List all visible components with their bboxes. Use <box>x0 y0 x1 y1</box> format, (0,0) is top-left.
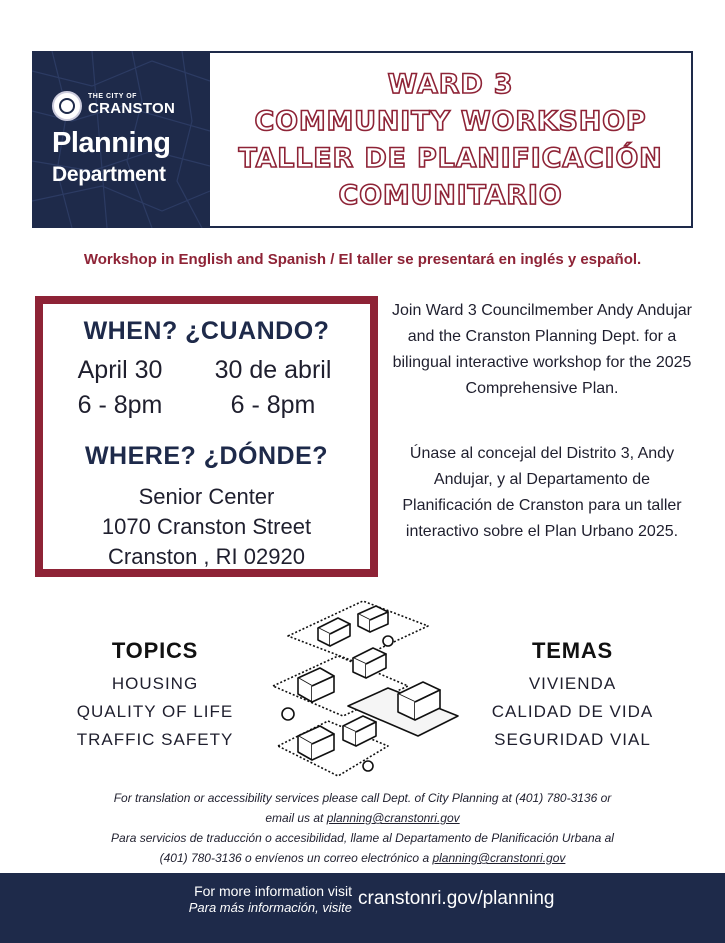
logo-city-name: CRANSTON <box>88 100 176 117</box>
accessibility-es-line1: Para servicios de traducción o accesibilidad, llame al Departamento de Planificación Urbana al <box>111 831 614 845</box>
email-link[interactable]: planning@cranstonri.gov <box>432 851 566 865</box>
where-heading: WHERE? ¿DÓNDE? <box>84 442 329 470</box>
logo-department: Department <box>52 163 166 186</box>
accessibility-en-line1: For translation or accessibility services please call Dept. of City Planning at (401) 780-3136 or <box>113 791 612 805</box>
accessibility-en-prefix: email us at <box>265 811 327 825</box>
date-english: April 30 <box>77 356 163 384</box>
venue-city: Cranston , RI 02920 <box>108 544 305 569</box>
topics-spanish <box>470 638 675 754</box>
more-info-spanish: Para más información, visite <box>188 900 352 915</box>
title-community-workshop: COMMUNITY WORKSHOP <box>254 105 647 137</box>
bottom-info-bar <box>0 873 725 943</box>
more-info-english: For more information visit <box>194 883 352 899</box>
workshop-title-panel <box>210 51 693 228</box>
event-details-box <box>35 296 378 577</box>
intro-english: Join Ward 3 Councilmember Andy Andujar and the Cranston Planning Dept. for a bilingual interactive workshop for the 2025 Comprehensive Plan. <box>392 302 692 397</box>
when-heading: WHEN? ¿CUANDO? <box>83 317 330 345</box>
title-ward: WARD 3 <box>387 68 514 100</box>
email-link[interactable]: planning@cranstonri.gov <box>326 811 460 825</box>
topic-item: TRAFFIC SAFETY <box>76 730 234 749</box>
website-link[interactable]: cranstonri.gov/planning <box>358 888 555 909</box>
tema-item: SEGURIDAD VIAL <box>494 730 651 749</box>
tema-item: CALIDAD DE VIDA <box>491 702 654 721</box>
intro-spanish: Únase al concejal del Distrito 3, Andy Andujar, y al Departamento de Planificación de Cranston para un taller interactivo sobre el Plan Urbano 2025. <box>402 445 682 540</box>
date-spanish: 30 de abril <box>214 356 332 384</box>
venue-name: Senior Center <box>138 484 275 509</box>
venue-street: 1070 Cranston Street <box>101 514 312 539</box>
accessibility-es-prefix: (401) 780-3136 o envíenos un correo electrónico a <box>159 851 433 865</box>
logo-planning: Planning <box>52 127 171 159</box>
neighborhood-houses-illustration <box>268 596 460 786</box>
accessibility-note-english <box>40 788 685 828</box>
time-spanish: 6 - 8pm <box>230 391 316 419</box>
topics-heading: TOPICS <box>111 638 199 663</box>
topic-item: HOUSING <box>111 674 199 693</box>
temas-heading: TEMAS <box>532 638 613 663</box>
topic-item: QUALITY OF LIFE <box>76 702 234 721</box>
logo-city-of: THE CITY OF <box>88 93 137 100</box>
accessibility-note-spanish <box>40 828 685 868</box>
language-subtitle: Workshop in English and Spanish / El taller se presentará en inglés y español. <box>83 251 642 268</box>
time-english: 6 - 8pm <box>77 391 163 419</box>
accessibility-en-line2 <box>40 808 685 828</box>
topics-english <box>55 638 255 754</box>
tema-item: VIVIENDA <box>528 674 617 693</box>
accessibility-es-line2 <box>40 848 685 868</box>
title-comunitario: COMUNITARIO <box>338 179 563 211</box>
city-seal-icon <box>52 91 82 121</box>
title-taller: TALLER DE PLANIFICACIÓN <box>238 142 663 174</box>
planning-department-logo-panel <box>32 51 210 228</box>
